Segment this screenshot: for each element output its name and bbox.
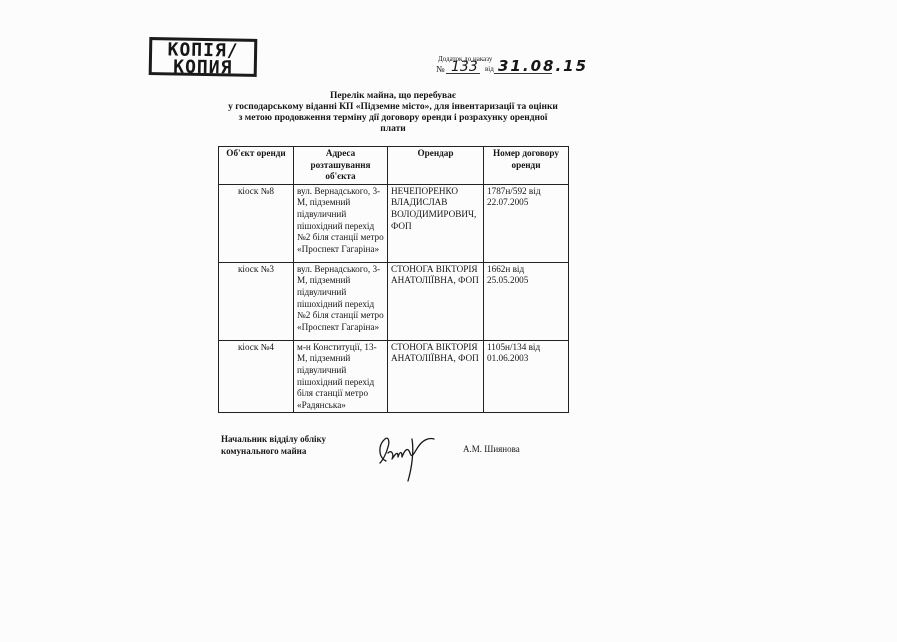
document-heading — [218, 91, 568, 135]
stamp-line-1: КОПІЯ/ — [167, 39, 239, 62]
handwritten-signature — [372, 427, 442, 483]
cell-object: кіоск №3 — [219, 262, 294, 340]
heading-line-1: Перелік майна, що перебуває — [330, 91, 456, 101]
signatory-title-line-2: комунального майна — [221, 446, 307, 456]
header-address: Адреса розташування об'єкта — [294, 147, 388, 185]
annex-reference — [436, 55, 589, 77]
heading-line-2: у господарському віданні КП «Підземне місто», для інвентаризації та оцінки — [228, 102, 558, 112]
cell-object: кіоск №8 — [219, 184, 294, 262]
annex-label: Додаток до наказу — [438, 55, 493, 63]
signatory-title — [221, 433, 326, 457]
cell-object: кіоск №4 — [219, 340, 294, 413]
cell-tenant: НЕЧЕПОРЕНКО ВЛАДИСЛАВ ВОЛОДИМИРОВИЧ, ФОП — [388, 184, 484, 262]
cell-address: вул. Вернадського, 3-М, підземний підвуличний пішохідний перехід №2 біля станції метро «Проспект Гагаріна» — [294, 184, 388, 262]
date-underline — [494, 73, 552, 74]
cell-contract: 1787н/592 від 22.07.2005 — [484, 184, 569, 262]
annex-date: 31.08.15 — [498, 57, 589, 75]
cell-tenant: СТОНОГА ВІКТОРІЯ АНАТОЛІЇВНА, ФОП — [388, 262, 484, 340]
header-contract: Номер договору оренди — [484, 147, 569, 185]
cell-contract: 1105н/134 від 01.06.2003 — [484, 340, 569, 413]
signatory-name: А.М. Шиянова — [463, 444, 520, 454]
heading-line-4: плати — [380, 124, 406, 134]
annex-number-sign: № — [436, 64, 445, 74]
annex-from-label: від — [485, 65, 494, 73]
cell-tenant: СТОНОГА ВІКТОРІЯ АНАТОЛІЇВНА, ФОП — [388, 340, 484, 413]
cell-address: вул. Вернадського, 3-М, підземний підвуличний пішохідний перехід №2 біля станції метро «Проспект Гагаріна» — [294, 262, 388, 340]
table-row — [219, 340, 569, 413]
table-row — [219, 262, 569, 340]
heading-line-3: з метою продовження терміну дії договору оренди і розрахунку орендної — [238, 113, 548, 123]
table-row — [219, 184, 569, 262]
signatory-title-line-1: Начальник відділу обліку — [221, 434, 327, 444]
number-underline — [446, 73, 480, 74]
copy-stamp — [149, 37, 258, 77]
table-header-row — [219, 147, 569, 185]
header-object: Об'єкт оренди — [219, 147, 294, 185]
header-tenant: Орендар — [388, 147, 484, 185]
property-table — [218, 146, 569, 413]
annex-order-number: 133 — [451, 59, 478, 75]
stamp-line-2: КОПИЯ — [173, 56, 233, 79]
cell-address: м-н Конституції, 13-М, підземний підвуличний пішохідний перехід біля станції метро «Радянська» — [294, 340, 388, 413]
cell-contract: 1662н від 25.05.2005 — [484, 262, 569, 340]
